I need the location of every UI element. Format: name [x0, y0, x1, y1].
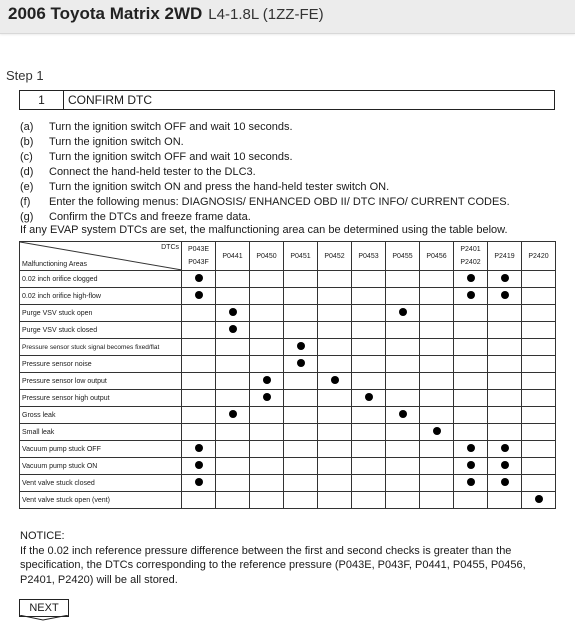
table-cell [182, 322, 216, 339]
applicable-dot-icon [467, 274, 475, 282]
table-cell [386, 373, 420, 390]
step-name: CONFIRM DTC [68, 93, 152, 107]
table-cell [250, 424, 284, 441]
table-cell [352, 407, 386, 424]
table-cell [182, 305, 216, 322]
table-cell [216, 458, 250, 475]
applicable-dot-icon [467, 478, 475, 486]
table-cell [182, 458, 216, 475]
table-cell [352, 492, 386, 509]
table-cell [420, 322, 454, 339]
applicable-dot-icon [501, 274, 509, 282]
table-cell [182, 356, 216, 373]
malfunction-area-cell: Vent valve stuck closed [20, 475, 182, 492]
table-cell [318, 322, 352, 339]
table-cell [454, 305, 488, 322]
instruction-letter: (e) [20, 181, 34, 193]
applicable-dot-icon [467, 291, 475, 299]
dtc-column-header [522, 242, 556, 271]
table-row [20, 271, 556, 288]
areas-axis-label: Malfunctioning Areas [22, 261, 87, 268]
table-cell [284, 441, 318, 458]
table-cell [420, 441, 454, 458]
instruction-item [20, 135, 565, 150]
instruction-item [20, 120, 565, 135]
table-cell [216, 322, 250, 339]
table-cell [318, 475, 352, 492]
notice [20, 529, 560, 587]
applicable-dot-icon [195, 274, 203, 282]
malfunction-area-cell: Gross leak [20, 407, 182, 424]
table-cell [182, 475, 216, 492]
table-cell [386, 322, 420, 339]
table-cell [284, 424, 318, 441]
instruction-item [20, 210, 565, 225]
applicable-dot-icon [535, 495, 543, 503]
table-cell [284, 407, 318, 424]
table-cell [216, 492, 250, 509]
table-cell [284, 339, 318, 356]
table-cell [352, 458, 386, 475]
table-cell [522, 475, 556, 492]
table-cell [352, 288, 386, 305]
table-cell [284, 288, 318, 305]
table-row [20, 322, 556, 339]
table-cell [454, 492, 488, 509]
table-cell [386, 356, 420, 373]
applicable-dot-icon [263, 393, 271, 401]
table-cell [284, 475, 318, 492]
table-cell [250, 373, 284, 390]
table-cell [454, 271, 488, 288]
table-cell [182, 407, 216, 424]
applicable-dot-icon [501, 444, 509, 452]
table-cell [488, 271, 522, 288]
table-row [20, 373, 556, 390]
applicable-dot-icon [331, 376, 339, 384]
dtc-code: P0452 [324, 252, 345, 260]
instruction-letter: (b) [20, 136, 34, 148]
applicable-dot-icon [433, 427, 441, 435]
table-cell [318, 305, 352, 322]
applicable-dot-icon [195, 461, 203, 469]
dtc-column-header [352, 242, 386, 271]
table-cell [318, 492, 352, 509]
table-cell [318, 441, 352, 458]
dtc-column-header [216, 242, 250, 271]
malfunction-area-cell: 0.02 inch orifice clogged [20, 271, 182, 288]
dtc-column-header [318, 242, 352, 271]
table-cell [284, 390, 318, 407]
dtc-column-header [250, 242, 284, 271]
table-cell [284, 271, 318, 288]
next-button-pointer [19, 615, 69, 621]
table-cell [318, 390, 352, 407]
table-row [20, 475, 556, 492]
table-row [20, 288, 556, 305]
table-cell [318, 373, 352, 390]
table-cell [352, 424, 386, 441]
table-cell [420, 407, 454, 424]
table-row [20, 356, 556, 373]
table-cell [318, 424, 352, 441]
dtc-code: P0441 [222, 252, 243, 260]
table-row [20, 492, 556, 509]
next-button[interactable]: NEXT [19, 599, 69, 617]
table-cell [454, 356, 488, 373]
malfunction-area-cell: Small leak [20, 424, 182, 441]
applicable-dot-icon [297, 342, 305, 350]
table-cell [216, 288, 250, 305]
notice-heading: NOTICE: [20, 530, 65, 542]
table-cell [454, 288, 488, 305]
table-cell [352, 356, 386, 373]
table-cell [454, 407, 488, 424]
applicable-dot-icon [399, 410, 407, 418]
table-cell [522, 373, 556, 390]
applicable-dot-icon [229, 410, 237, 418]
table-cell [352, 305, 386, 322]
malfunction-area-cell: Vacuum pump stuck ON [20, 458, 182, 475]
table-cell [386, 390, 420, 407]
table-cell [216, 407, 250, 424]
table-header-row [20, 242, 556, 271]
table-cell [182, 288, 216, 305]
table-cell [182, 492, 216, 509]
applicable-dot-icon [229, 325, 237, 333]
dtc-column-header [284, 242, 318, 271]
table-cell [318, 356, 352, 373]
table-cell [420, 373, 454, 390]
table-row [20, 458, 556, 475]
applicable-dot-icon [467, 444, 475, 452]
table-cell [420, 288, 454, 305]
table-cell [386, 339, 420, 356]
table-cell [488, 441, 522, 458]
instruction-text: Turn the ignition switch OFF and wait 10 seconds. [49, 121, 293, 133]
table-cell [182, 390, 216, 407]
instruction-text: Enter the following menus: DIAGNOSIS/ ENHANCED OBD II/ DTC INFO/ CURRENT CODES. [49, 196, 510, 208]
instruction-text: Confirm the DTCs and freeze frame data. [49, 211, 251, 223]
dtc-table [19, 241, 556, 509]
table-cell [522, 441, 556, 458]
applicable-dot-icon [195, 444, 203, 452]
table-cell [182, 424, 216, 441]
table-cell [488, 475, 522, 492]
table-cell [454, 390, 488, 407]
table-cell [250, 356, 284, 373]
table-cell [352, 339, 386, 356]
malfunction-area-cell: Purge VSV stuck open [20, 305, 182, 322]
malfunction-area-cell: Vacuum pump stuck OFF [20, 441, 182, 458]
applicable-dot-icon [195, 291, 203, 299]
table-cell [454, 441, 488, 458]
table-cell [454, 475, 488, 492]
dtc-code: P0453 [358, 252, 379, 260]
table-row [20, 441, 556, 458]
instruction-text: Turn the ignition switch OFF and wait 10 seconds. [49, 151, 293, 163]
applicable-dot-icon [195, 478, 203, 486]
instruction-letter: (g) [20, 211, 34, 223]
applicable-dot-icon [501, 291, 509, 299]
instruction-text: Turn the ignition switch ON and press the hand-held tester switch ON. [49, 181, 390, 193]
malfunction-area-cell: Pressure sensor low output [20, 373, 182, 390]
dtc-code: P0450 [256, 252, 277, 260]
instruction-letter: (d) [20, 166, 34, 178]
table-cell [318, 407, 352, 424]
page-title [8, 4, 324, 24]
dtc-column-header [182, 242, 216, 271]
table-cell [454, 458, 488, 475]
table-cell [216, 305, 250, 322]
applicable-dot-icon [229, 308, 237, 316]
table-cell [216, 339, 250, 356]
table-cell [522, 492, 556, 509]
table-cell [216, 390, 250, 407]
table-cell [454, 424, 488, 441]
table-cell [488, 322, 522, 339]
table-cell [284, 356, 318, 373]
table-cell [250, 492, 284, 509]
table-cell [318, 458, 352, 475]
table-cell [318, 339, 352, 356]
table-cell [488, 424, 522, 441]
table-cell [352, 373, 386, 390]
table-cell [386, 424, 420, 441]
table-cell [420, 424, 454, 441]
instruction-text: Turn the ignition switch ON. [49, 136, 184, 148]
table-cell [250, 288, 284, 305]
table-cell [284, 458, 318, 475]
table-cell [352, 322, 386, 339]
instruction-item [20, 150, 565, 165]
table-cell [318, 288, 352, 305]
table-cell [182, 373, 216, 390]
table-cell [182, 271, 216, 288]
table-cell [182, 339, 216, 356]
table-cell [250, 339, 284, 356]
applicable-dot-icon [501, 478, 509, 486]
table-cell [488, 373, 522, 390]
table-cell [522, 322, 556, 339]
malfunction-area-cell: Pressure sensor stuck signal becomes fixed/flat [20, 339, 182, 356]
table-cell [386, 492, 420, 509]
table-cell [386, 305, 420, 322]
table-cell [488, 407, 522, 424]
table-cell [250, 271, 284, 288]
table-cell [522, 339, 556, 356]
table-cell [522, 305, 556, 322]
table-cell [216, 356, 250, 373]
dtc-code: P0451 [290, 252, 311, 260]
table-cell [522, 424, 556, 441]
table-cell [488, 458, 522, 475]
notice-text: If the 0.02 inch reference pressure difference between the first and second checks is greater than the specification, the DTCs corresponding to the reference pressure (P043E, P043F, P0441, P0455, P0456, P2401, P2420) will be all stored. [20, 544, 526, 586]
table-cell [386, 441, 420, 458]
table-cell [420, 271, 454, 288]
table-cell [454, 322, 488, 339]
dtc-code: P0455 [392, 252, 413, 260]
table-cell [488, 339, 522, 356]
table-cell [216, 475, 250, 492]
table-cell [250, 305, 284, 322]
table-cell [352, 475, 386, 492]
table-cell [386, 475, 420, 492]
engine-spec: L4-1.8L (1ZZ-FE) [208, 6, 324, 23]
instruction-item [20, 165, 565, 180]
table-row [20, 339, 556, 356]
applicable-dot-icon [467, 461, 475, 469]
table-cell [284, 373, 318, 390]
table-cell [454, 373, 488, 390]
table-cell [420, 458, 454, 475]
applicable-dot-icon [297, 359, 305, 367]
dtc-code: P043F [188, 259, 209, 266]
instruction-list [20, 120, 565, 225]
dtc-column-header [386, 242, 420, 271]
table-cell [284, 305, 318, 322]
instruction-text: Connect the hand-held tester to the DLC3. [49, 166, 256, 178]
table-cell [216, 373, 250, 390]
table-cell [318, 271, 352, 288]
instruction-letter: (f) [20, 196, 31, 208]
table-cell [250, 322, 284, 339]
table-row [20, 407, 556, 424]
applicable-dot-icon [501, 461, 509, 469]
dtc-column-header [420, 242, 454, 271]
table-cell [386, 288, 420, 305]
dtc-code: P2401 [460, 246, 481, 253]
table-cell [352, 441, 386, 458]
table-cell [522, 356, 556, 373]
dtc-code: P043E [187, 246, 210, 253]
table-cell [250, 390, 284, 407]
table-cell [284, 492, 318, 509]
table-cell [250, 458, 284, 475]
malfunction-area-cell: Pressure sensor noise [20, 356, 182, 373]
instruction-letter: (c) [20, 151, 33, 163]
step-number: 1 [20, 91, 64, 109]
table-cell [488, 305, 522, 322]
table-row [20, 305, 556, 322]
table-cell [522, 271, 556, 288]
table-cell [216, 271, 250, 288]
table-corner-cell [20, 242, 182, 271]
applicable-dot-icon [263, 376, 271, 384]
table-cell [488, 390, 522, 407]
table-row [20, 424, 556, 441]
table-cell [420, 390, 454, 407]
table-cell [522, 390, 556, 407]
table-cell [488, 356, 522, 373]
table-intro: If any EVAP system DTCs are set, the malfunctioning area can be determined using the table below. [20, 224, 508, 236]
table-cell [386, 458, 420, 475]
table-cell [420, 339, 454, 356]
applicable-dot-icon [399, 308, 407, 316]
table-cell [522, 288, 556, 305]
table-row [20, 390, 556, 407]
table-cell [386, 271, 420, 288]
table-cell [216, 441, 250, 458]
table-cell [250, 407, 284, 424]
table-cell [420, 356, 454, 373]
table-cell [488, 492, 522, 509]
table-cell [420, 475, 454, 492]
table-cell [522, 458, 556, 475]
table-cell [182, 441, 216, 458]
table-cell [352, 271, 386, 288]
table-cell [250, 441, 284, 458]
dtc-column-header [488, 242, 522, 271]
step-label: Step 1 [6, 68, 44, 83]
table-cell [420, 305, 454, 322]
applicable-dot-icon [365, 393, 373, 401]
page-header [0, 0, 575, 34]
dtc-column-header [454, 242, 488, 271]
table-cell [284, 322, 318, 339]
instruction-item [20, 180, 565, 195]
malfunction-area-cell: Pressure sensor high output [20, 390, 182, 407]
table-cell [352, 390, 386, 407]
table-cell [420, 492, 454, 509]
dtc-code: P0456 [426, 252, 447, 260]
instruction-item [20, 195, 565, 210]
table-cell [488, 288, 522, 305]
instruction-letter: (a) [20, 121, 34, 133]
vehicle-title: 2006 Toyota Matrix 2WD [8, 4, 203, 23]
malfunction-area-cell: Purge VSV stuck closed [20, 322, 182, 339]
step-title-box [19, 90, 555, 110]
table-cell [250, 475, 284, 492]
table-cell [216, 424, 250, 441]
dtc-code: P2402 [460, 259, 481, 266]
table-cell [522, 407, 556, 424]
table-cell [454, 339, 488, 356]
dtc-code: P2420 [528, 252, 549, 260]
malfunction-area-cell: Vent valve stuck open (vent) [20, 492, 182, 509]
dtcs-axis-label: DTCs [161, 244, 179, 251]
dtc-code: P2419 [494, 252, 515, 260]
table-cell [386, 407, 420, 424]
malfunction-area-cell: 0.02 inch orifice high-flow [20, 288, 182, 305]
